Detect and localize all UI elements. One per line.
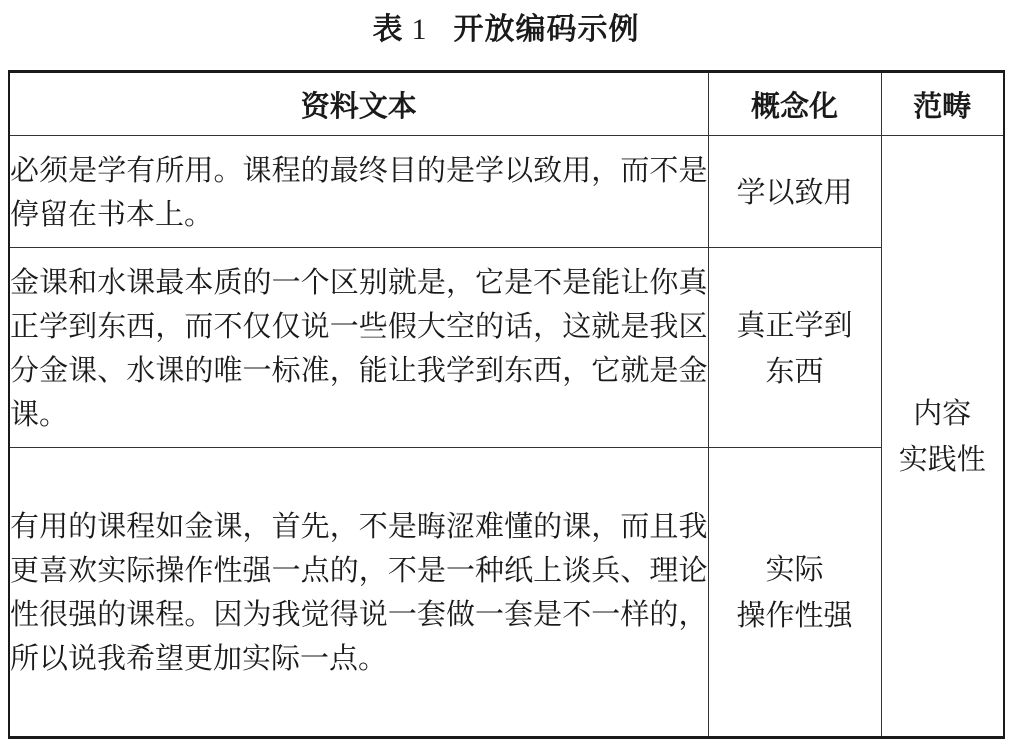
table-row — [9, 448, 1004, 738]
row-concept — [708, 136, 881, 248]
row-text: 有用的课程如金课，首先，不是晦涩难懂的课，而且我更喜欢实际操作性强一点的，不是一种纸上谈兵、理论性很强的课程。因为我觉得说一套做一套是不一样的，所以说我希望更加实际一点。 — [9, 448, 708, 738]
caption-title: 开放编码示例 — [453, 12, 640, 47]
concept-line: 实际 — [765, 552, 824, 586]
row-category — [881, 136, 1004, 738]
caption-label: 表 — [372, 12, 404, 47]
row-concept — [708, 448, 881, 738]
row-text: 必须是学有所用。课程的最终目的是学以致用，而不是停留在书本上。 — [9, 136, 708, 248]
table-row — [9, 248, 1004, 448]
category-line: 实践性 — [898, 442, 986, 476]
header-concept: 概念化 — [708, 72, 881, 136]
concept-line: 东西 — [765, 353, 824, 388]
header-text: 资料文本 — [9, 72, 708, 136]
open-coding-table — [8, 70, 1005, 739]
concept-line: 真正学到 — [736, 307, 853, 342]
row-concept — [708, 248, 881, 448]
concept-line: 操作性强 — [736, 598, 853, 632]
concept-line: 学以致用 — [736, 174, 853, 209]
table-header-row — [9, 72, 1004, 136]
row-text: 金课和水课最本质的一个区别就是，它是不是能让你真正学到东西，而不仅仅说一些假大空的话，这就是我区分金课、水课的唯一标准，能让我学到东西，它就是金课。 — [9, 248, 708, 448]
category-line: 内容 — [913, 396, 972, 430]
table-caption — [0, 8, 1012, 52]
header-category: 范畴 — [881, 72, 1004, 136]
caption-number: 1 — [411, 13, 428, 46]
table-row — [9, 136, 1004, 248]
